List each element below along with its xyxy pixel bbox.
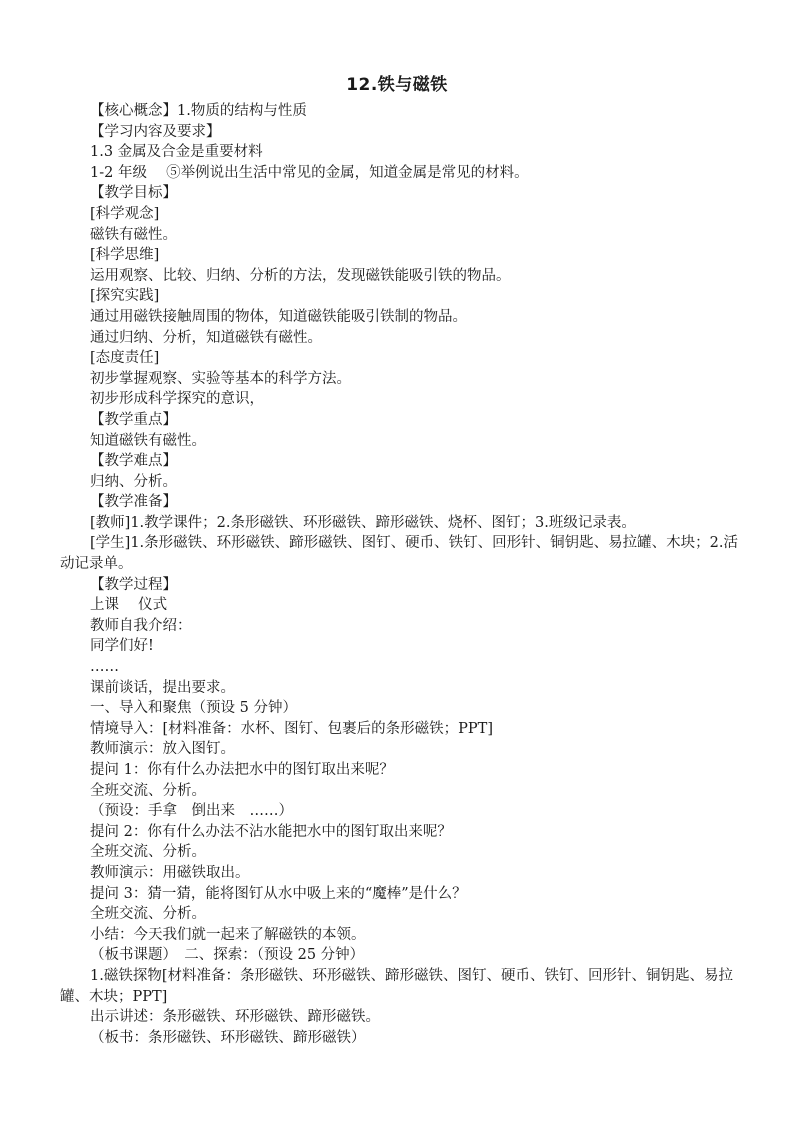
text-line: 初步形成科学探究的意识， — [90, 391, 264, 408]
subheading-science-concept: [科学观念] — [90, 205, 160, 222]
text-line: 全班交流、分析。 — [90, 782, 206, 799]
text-line: 1-2 年级 ⑤举例说出生活中常见的金属，知道金属是常见的材料。 — [90, 164, 529, 181]
text-line: 教师演示：放入图钉。 — [90, 741, 235, 758]
text-line: 通过归纳、分析，知道磁铁有磁性。 — [90, 329, 322, 346]
section-heading-difficulties: 【教学难点】 — [90, 453, 177, 470]
text-line: 运用观察、比较、归纳、分析的方法，发现磁铁能吸引铁的物品。 — [90, 267, 511, 284]
text-line: 教师演示：用磁铁取出。 — [90, 864, 250, 881]
text-line: 情境导入：[材料准备：水杯、图钉、包裹后的条形磁铁；PPT] — [90, 720, 493, 737]
text-line: 全班交流、分析。 — [90, 906, 206, 923]
text-line: …… — [90, 659, 119, 676]
text-line: 上课 仪式 — [90, 597, 168, 614]
magnet-activity-paragraph: 1.磁铁探物[材料准备：条形磁铁、环形磁铁、蹄形磁铁、图钉、硬币、铁钉、回形针、铜钥匙、易拉罐、木块；PPT] — [60, 967, 733, 1005]
core-concept-line: 【核心概念】1.物质的结构与性质 — [90, 103, 307, 119]
text-line: 小结：今天我们就一起来了解磁铁的本领。 — [90, 926, 366, 943]
subheading-inquiry-practice: [探究实践] — [90, 288, 160, 305]
text-line: 知道磁铁有磁性。 — [90, 432, 206, 449]
subheading-attitude: [态度责任] — [90, 350, 160, 367]
text-line: 同学们好! — [90, 638, 154, 655]
text-line: 提问 1：你有什么办法把水中的图钉取出来呢？ — [90, 762, 394, 778]
text-line: 课前谈话，提出要求。 — [90, 679, 235, 696]
section-heading-teaching-process: 【教学过程】 — [90, 576, 177, 593]
section-heading-preparation: 【教学准备】 — [90, 494, 177, 511]
text-line: 教师自我介绍： — [90, 617, 192, 634]
section-heading-teaching-goals: 【教学目标】 — [90, 185, 177, 202]
text-line: 提问 2：你有什么办法不沾水能把水中的图钉取出来呢？ — [90, 823, 452, 840]
text-line: （预设：手拿 倒出来 ……） — [90, 803, 293, 820]
text-line: 提问 3：猜一猜，能将图钉从水中吸上来的“魔棒”是什么？ — [90, 885, 467, 902]
section-heading-key-points: 【教学重点】 — [90, 411, 177, 428]
text-line: （板书：条形磁铁、环形磁铁、蹄形磁铁） — [90, 1029, 366, 1046]
document-body — [60, 101, 750, 1048]
teacher-materials-line: [教师]1.教学课件；2.条形磁铁、环形磁铁、蹄形磁铁、烧杯、图钉；3.班级记录表。 — [90, 514, 636, 531]
document-title: 12.铁与磁铁 — [346, 75, 448, 95]
text-line: 归纳、分析。 — [90, 473, 177, 490]
text-line: （板书课题） 二、探索：（预设 25 分钟） — [90, 947, 365, 964]
section-heading-learning-content: 【学习内容及要求】 — [90, 123, 221, 140]
text-line: 磁铁有磁性。 — [90, 226, 177, 243]
student-materials-paragraph: [学生]1.条形磁铁、环形磁铁、蹄形磁铁、图钉、硬币、铁钉、回形针、铜钥匙、易拉罐、木块；2.活动记录单。 — [60, 535, 738, 573]
text-line: 1.3 金属及合金是重要材料 — [90, 144, 263, 161]
text-line: 出示讲述：条形磁铁、环形磁铁、蹄形磁铁。 — [90, 1009, 380, 1026]
text-line: 初步掌握观察、实验等基本的科学方法。 — [90, 370, 351, 387]
text-line: 一、导入和聚焦（预设 5 分钟） — [90, 700, 297, 717]
text-line: 全班交流、分析。 — [90, 844, 206, 861]
subheading-science-thinking: [科学思维] — [90, 247, 160, 264]
text-line: 通过用磁铁接触周围的物体，知道磁铁能吸引铁制的物品。 — [90, 308, 467, 325]
